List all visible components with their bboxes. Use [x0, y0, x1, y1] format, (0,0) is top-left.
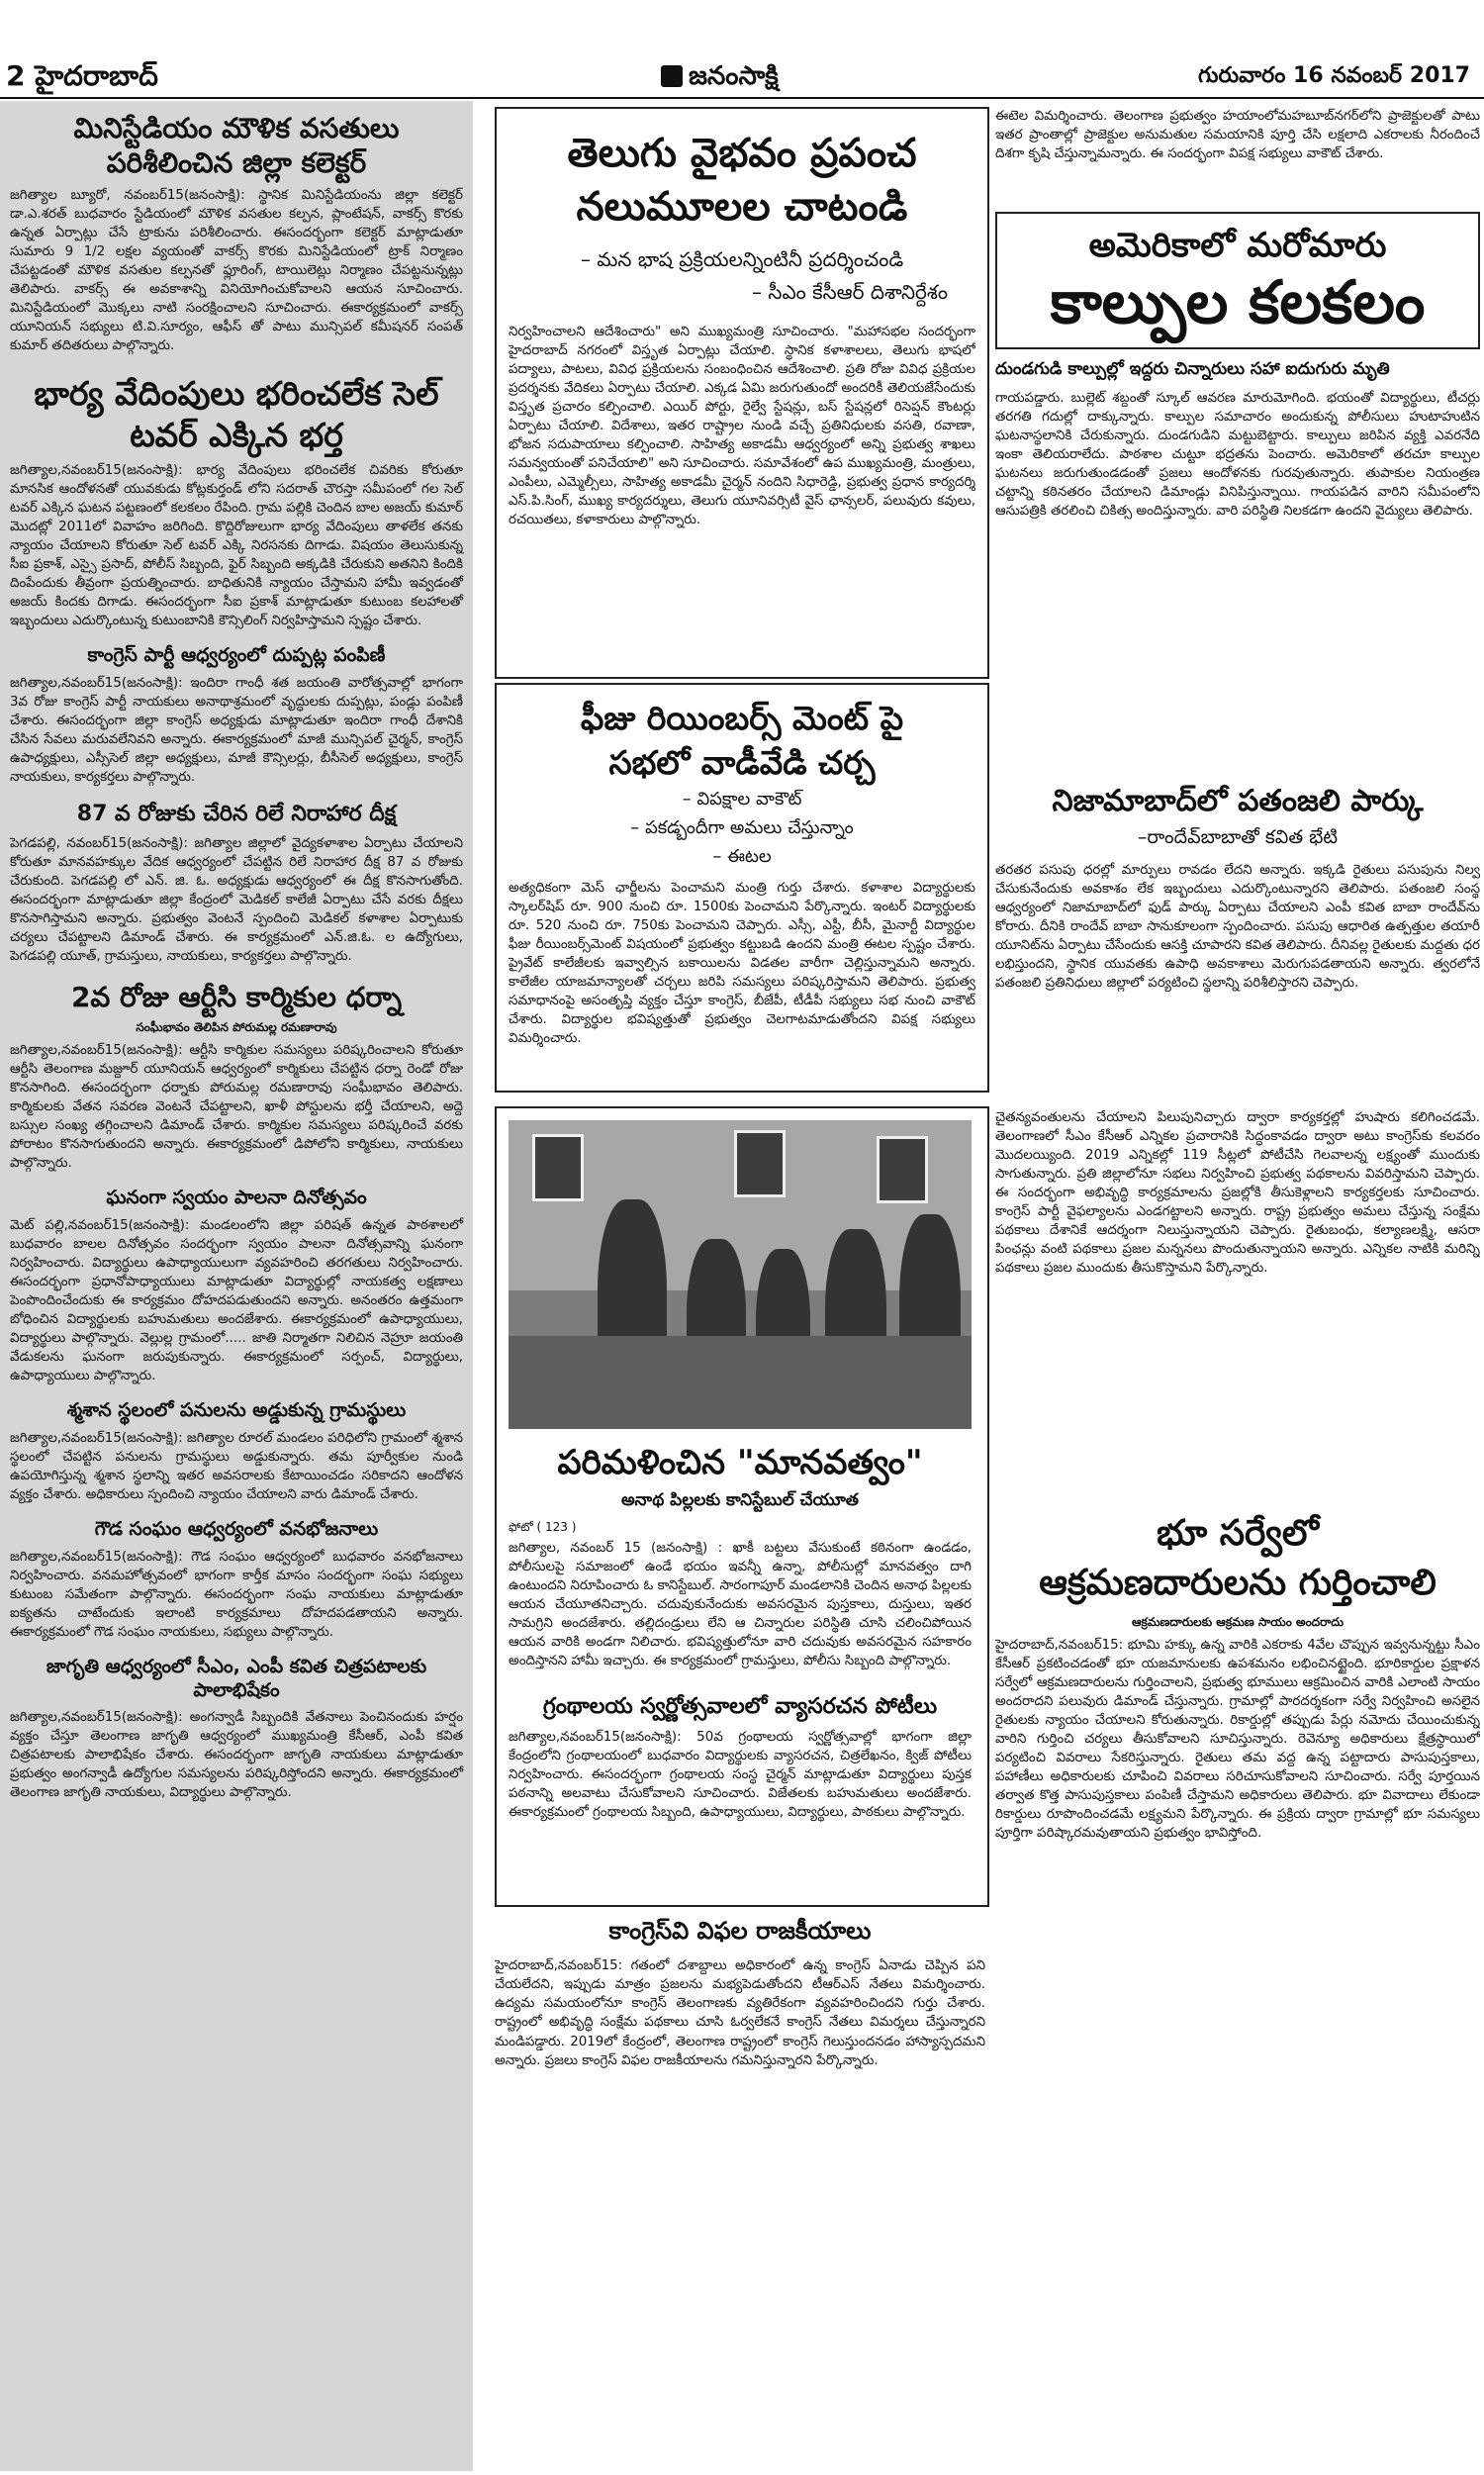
article-subhead: దుండగుడి కాల్పుల్లో ఇద్దరు చిన్నారులు సహా ఐదుగురు మృతి — [995, 358, 1390, 379]
article-text: పెగడపల్లి, నవంబర్15(జనంసాక్షి): జగిత్యాల జిల్లాలో వైద్యకళాశాల ఏర్పాటు చేయాలని కోరుతూ మానవహక్కుల వేదిక ఆధ్వర్యంలో చేపట్టిన రిలే నిరాహార దీక్ష 87 వ రోజుకు చేరుకుంది. పెగడపల్లి లో ఎన్. జి. ఓ. అధ్యక్షుడు ఆధ్వర్యంలో ఈ దీక్ష కొనసాగుతోంది. ఈసందర్భంగా మాట్లాడుతూ జిల్లా కేంద్రంలో మెడికల్ కాలేజీ ఏర్పాటు చేసే వరకు దీక్షలు కొనసాగిస్తామని అన్నారు. ప్రభుత్వం వెంటనే స్పందించి మెడికల్ కళాశాల ఏర్పాటుకు చర్యలు చేపట్టాలని డిమాండ్ చేశారు. ఈ కార్యక్రమంలో ఎన్.జి.ఓ. ల ఉద్యోగులు, పెగడపల్లి యూత్, గ్రామస్తులు, నాయకులు, కార్యకర్తలు పాల్గొన్నారు. — [10, 835, 463, 964]
article-headline — [995, 1509, 1480, 1609]
article-text: తరతర పసుపు ధరల్లో మార్పులు రావడం లేదని అన్నారు. ఇక్కడి రైతులు పసుపును నిల్వ చేసుకునేందుకు అవకాశం లేక ఇబ్బందులు ఎదుర్కొంటున్నారని తెలిపారు. పతంజలి సంస్థ ఆధ్వర్యంలో నిజామాబాద్‌లో ఫుడ్ పార్కు ఏర్పాటు చేయాలని ఎంపీ కవిత బాబా రాందేవ్‌ను కోరారు. దీనికి రాందేవ్ బాబా సానుకూలంగా స్పందించారు. పసుపు ఆధారిత ఉత్పత్తుల తయారీ యూనిట్‌ను ఏర్పాటు చేసేందుకు ఆసక్తి చూపారని కవిత తెలిపారు. దీనివల్ల రైతులకు మద్దతు ధర లభిస్తుందని, స్థానిక యువతకు ఉపాధి అవకాశాలు మెరుగుపడతాయని అన్నారు. త్వరలోనే పతంజలి ప్రతినిధులు జిల్లాలో పర్యటించి స్థలాన్ని పరిశీలిస్తారని చెప్పారు. — [995, 862, 1480, 991]
article-headline — [497, 697, 987, 785]
article-headline: కాల్పుల కలకలం — [1050, 267, 1426, 337]
article-headline: కాంగ్రెస్‌వి విఫల రాజకీయాలు — [608, 1917, 872, 1945]
article-headline: భార్య వేదింపులు భరించలేక సెల్ టవర్ ఎక్కిన భర్త — [34, 374, 439, 454]
photo-floor — [509, 1336, 972, 1429]
congress-article — [495, 1915, 985, 2439]
humanity-article-box — [495, 1106, 989, 1907]
headline-line: నలుమూలల చాటండి — [576, 184, 908, 230]
article-subhead: – పకడ్బందీగా అమలు చేస్తున్నాం — [630, 817, 854, 839]
article-text: జగిత్యాల, నవంబర్ 15 (జనంసాక్షి) : ఖాకీ బట్టలు వేసుకుంటే కఠినంగా ఉండడం, పోలీసులపై సమాజంలో ఉండే భయం ఇవన్నీ ఉన్నా, పోలీసుల్లో మానవత్వం దాగి ఉంటుందని నిరూపించారు ఓ కానిస్టేబుల్. సారంగాపూర్ మండలానికి చెందిన అనాథ పిల్లలకు ఆయన చేయూతనిచ్చారు. చదువుకునేందుకు అవసరమైన పుస్తకాలు, దుస్తులు, ఇతర సామగ్రిని అందజేశారు. తల్లిదండ్రులు లేని ఆ చిన్నారుల పరిస్థితి చూసి చలించిపోయిన ఆయన వారికి అండగా నిలిచారు. భవిష్యత్తులోనూ వారి చదువుకు అవసరమైన సహకారం అందిస్తానని హామీ ఇచ్చారు. ఈ కార్యక్రమంలో గ్రామస్తులు, పోలీసు సిబ్బంది పాల్గొన్నారు. — [509, 1540, 972, 1669]
photo-frame — [532, 1134, 584, 1201]
article-byline: ఆక్రమణదారులకు ఆక్రమణ సాయం అందరాదు — [1131, 1614, 1344, 1629]
article-text: జగిత్యాల,నవంబర్15(జనంసాక్షి): ఆర్టీసి కార్మికుల సమస్యలు పరిష్కరించాలని కోరుతూ ఆర్టీసి తెలంగాణ మజ్దూర్ యూనియన్ ఆధ్వర్యంలో కార్మికులు చేపట్టిన ధర్నా రెండో రోజు కొనసాగింది. ఈసందర్భంగా ధర్నాకు పోరుమల్ల రమణారావు సంఘీభావం తెలిపారు. కార్మికులకు వేతన సవరణ వెంటనే చేపట్టాలని, ఖాళీ పోస్టులను భర్తీ చేయాలని, అద్దె బస్సుల సంఖ్య తగ్గించాలని డిమాండ్ చేశారు. కార్మికుల సమస్యలు పరిష్కరించే వరకు పోరాటం కొనసాగుతుందని అన్నారు. ఈకార్యక్రమంలో డిపోలోని కార్మికులు, నాయకులు పాల్గొన్నారు. — [10, 1042, 463, 1171]
sidebar-article — [0, 644, 473, 787]
article-subhead: – మన భాష ప్రక్రియలన్నింటినీ ప్రదర్శించండి — [580, 247, 904, 271]
article-subhead: అనాథ పిల్లలకు కానిస్టేబుల్ చేయూత — [620, 1489, 860, 1510]
fee-article-box — [495, 683, 989, 1093]
article-kicker: అమెరికాలో మరోమారు — [1088, 226, 1387, 265]
photo-ref: ఫోటో ( 123 ) — [509, 1519, 577, 1534]
article-subhead: –రాందేవ్‌బాబాతో కవిత భేటి — [1137, 825, 1339, 848]
sidebar-article — [0, 373, 473, 630]
sidebar-column — [0, 101, 473, 2471]
headline-line: ఆక్రమణదారులను గుర్తించాలి — [1039, 1563, 1437, 1604]
masthead — [0, 0, 1484, 92]
article-text: స్థానిక మినిస్టేడియంను జిల్లా కలెక్టర్ డా.ఎ.శరత్ బుధవారం స్టేడియంలో మౌళిక వసతుల కల్పన, ప్లాంటేషన్, వాకర్స్ కొరకు ఉన్నత ఏర్పాట్లు చేసే ట్రాకును పరిశీలించారు. ఈసందర్భంగా కలెక్టర్ మాట్లాడుతూ సుమారు 9 1/2 లక్షల వ్యయంతో వాకర్స్ కొరకు మినిస్టేడియంలో ట్రాక్ నిర్మాణం చేపట్టడంతో మౌళిక వసతుల కల్పనతో ఫ్లూరింగ్, టాయిలెట్లు నిర్మాణం చేపట్టనున్నట్లు తెలిపారు. వాకర్స్ ఈ అవకాశాన్ని వినియోగించుకోవాలని ఆయన సూచించారు. మినిస్టేడియంలో మొక్కలు నాటి సంరక్షించాలని సూచించారు. ఈకార్యక్రమంలో వాకర్స్ యూనియన్ సభ్యులు టి.వి.సూర్యం, ఆఫీస్ తో పాటు మున్సిపల్ కమీషనర్ సంపత్ కుమార్ తదితరులు పాల్గొన్నారు. — [10, 188, 463, 354]
patanjali-article — [995, 782, 1480, 1089]
article-text: గాయపడ్డారు. బుల్లెట్ శబ్దంతో స్కూల్ ఆవరణ మారుమోగింది. భయంతో విద్యార్థులు, టీచర్లు తరగతి గదుల్లో దాక్కున్నారు. కాల్పుల సమాచారం అందుకున్న పోలీసులు హుటాహుటిన ఘటనాస్థలానికి చేరుకున్నారు. దుండగుడిని మట్టుబెట్టారు. కాల్పులు జరిపిన వ్యక్తి ఎవరనేది ఇంకా తెలియరాలేదు. పాఠశాల చుట్టూ భద్రతను పెంచారు. అమెరికాలో తరచూ కాల్పుల ఘటనలు జరుగుతుండడంతో ప్రజలు ఆందోళనకు గురవుతున్నారు. తుపాకుల నియంత్రణ చట్టాన్ని కఠినతరం చేయాలని డిమాండ్లు వినిపిస్తున్నాయి. గాయపడిన వారిని సమీపంలోని ఆసుపత్రికి తరలించి చికిత్స అందిస్తున్నారు. వారి పరిస్థితి నిలకడగా ఉందని వైద్యులు తెలిపారు. — [995, 390, 1480, 520]
masthead-rule — [0, 97, 1484, 99]
paper-logo — [661, 61, 779, 97]
article-headline: గౌడ సంఘం ఆధ్వర్యంలో వనభోజనాలు — [94, 1517, 379, 1540]
photo-frame — [734, 1130, 786, 1197]
article-body — [10, 186, 463, 355]
headline-line: సభలో వాడీవేడి చర్చ — [608, 742, 876, 782]
sidebar-article — [0, 1399, 473, 1504]
article-text: జగిత్యాల,నవంబర్15(జనంసాక్షి): అంగన్వాడీ సిబ్బందికి వేతనాలు పెంచినందుకు హర్షం వ్యక్తం చేస్తూ తెలంగాణ జాగృతి ఆధ్వర్యంలో ముఖ్యమంత్రి కేసీఆర్, ఎంపీ కవిత చిత్రపటాలకు పాలాభిషేకం చేశారు. ఈసందర్భంగా జాగృతి నాయకులు మాట్లాడుతూ ప్రభుత్వం అంగన్వాడీ ఉద్యోగుల సమస్యలను పరిష్కరిస్తోందని అన్నారు. ఈకార్యక్రమంలో తెలంగాణ జాగృతి నాయకులు, విద్యార్థులు పాల్గొన్నారు. — [10, 1710, 463, 1801]
telugu-article-box — [495, 107, 989, 679]
america-article — [995, 107, 1480, 770]
sidebar-article — [0, 111, 473, 355]
sidebar-article — [0, 1187, 473, 1385]
article-headline: నిజామాబాద్‌లో పతంజలి పార్కు — [1052, 784, 1424, 818]
article-headline: 2వ రోజు ఆర్టీసి కార్మికుల ధర్నా — [70, 980, 403, 1013]
article-subhead: – ఈటల — [712, 846, 772, 868]
issue-date: గురువారం 16 నవంబర్ 2017 — [1198, 63, 1470, 88]
article-text: జగిత్యాల,నవంబర్15(జనంసాక్షి): గౌడ సంఘం ఆధ్వర్యంలో బుధవారం వనభోజనాలు నిర్వహించారు. వనమహోత్సవంలో భాగంగా కార్తీక మాసం సందర్భంగా సంఘ సభ్యులు కుటుంబ సమేతంగా పాల్గొన్నారు. ఈసందర్భంగా సంఘ నాయకులు మాట్లాడుతూ ఐక్యతను చాటేందుకు ఇలాంటి కార్యక్రమాలు దోహదపడతాయని అన్నారు. ఈకార్యక్రమంలో గౌడ సంఘం నాయకులు, సభ్యులు పాల్గొన్నారు. — [10, 1549, 463, 1640]
article-headline: గ్రంథాలయ స్వర్ణోత్సవాలలో వ్యాసరచన పోటీలు — [542, 1694, 938, 1719]
article-headline: 87 వ రోజుకు చేరిన రిలే నిరాహార దీక్ష — [76, 802, 397, 826]
article-byline: సంఘీభావం తెలిపిన పోరుమల్ల రమణారావు — [136, 1019, 337, 1034]
article-text: చైతన్యవంతులను చేయాలని పిలుపునిచ్చారు ద్వారా కార్యకర్తల్లో హుషారు కలిగించడమే. తెలంగాణలో సీఎం కేసీఆర్ ఎన్నికల ప్రచారానికి సిద్ధంకావడం ద్వారా అటు కాంగ్రెస్‌కు కలవరం మొదలయ్యింది. 2019 ఎన్నికల్లో 119 సీట్లలో పోటీచేసి గెలవాలన్న లక్ష్యంతో ముందుకు సాగుతున్నారు. ప్రతి జిల్లాలోనూ సభలు నిర్వహించి ప్రభుత్వ పథకాలను వివరిస్తామని చెప్పారు. ఈ సందర్భంగా అభివృద్ధి కార్యక్రమాలను ప్రజల్లోకి తీసుకెళ్లాలని కార్యకర్తలకు సూచించారు. కాంగ్రెస్ పార్టీ వైఫల్యాలను ఎండగట్టాలని అన్నారు. రాష్ట్ర ప్రభుత్వం అమలు చేస్తున్న సంక్షేమ పథకాలు దేశానికే ఆదర్శంగా నిలుస్తున్నాయని చెప్పారు. రైతుబంధు, కల్యాణలక్ష్మి, ఆసరా పింఛన్లు వంటి పథకాలు ప్రజల మన్ననలు పొందుతున్నాయని అన్నారు. ఎన్నికల నాటికి మరిన్ని పథకాలు ప్రజల ముందుకు తీసుకొస్తామని పేర్కొన్నారు. — [995, 1110, 1480, 1277]
article-subhead: – విపక్షాల వాకౌట్ — [682, 789, 802, 810]
article-text: అత్యధికంగా మెస్ ఛార్జీలను పెంచామని మంత్రి గుర్తు చేశారు. కళాశాల విద్యార్థులకు స్కాలర్‌షిప్ రూ. 900 నుంచి రూ. 1500కు పెంచామని పేర్కొన్నారు. ఇంటర్ విద్యార్థులకు రూ. 520 నుంచి రూ. 750కు పెంచామని చెప్పారు. ఎస్సీ, ఎస్టీ, బీసీ, మైనార్టీ విద్యార్థుల ఫీజు రీయింబర్స్‌మెంట్ విషయంలో ప్రభుత్వం కట్టుబడి ఉందని మంత్రి ఈటల స్పష్టం చేశారు. ప్రైవేట్ కాలేజీలకు ఇవ్వాల్సిన బకాయిలను విడతల వారీగా చెల్లిస్తున్నామని అన్నారు. కాలేజీల యాజమాన్యాలతో చర్చలు జరిపి సమస్యలు పరిష్కరిస్తామని తెలిపారు. ప్రభుత్వ సమాధానంపై అసంతృప్తి వ్యక్తం చేస్తూ కాంగ్రెస్, బీజేపీ, టీడీపీ సభ్యులు సభ నుంచి వాకౌట్ చేశారు. విద్యార్థుల భవిష్యత్తుతో ప్రభుత్వం చెలగాటమాడుతోందని విపక్ష సభ్యులు విమర్శించారు. — [509, 881, 975, 1047]
sidebar-article — [0, 980, 473, 1173]
land-survey-article — [995, 1509, 1480, 2449]
article-headline: మినిస్టేడియం మౌళిక వసతులు పరిశీలించిన జిల్లా కలెక్టర్ — [73, 112, 400, 179]
sidebar-article — [0, 1656, 473, 1803]
article-headline: కాంగ్రెస్ పార్టీ ఆధ్వర్యంలో దుప్పట్ల పంపిణీ — [87, 644, 386, 667]
paper-name: జనంసాక్షి — [689, 61, 779, 91]
article-text: జగిత్యాల,నవంబర్15(జనంసాక్షి): జగిత్యాల రూరల్ మండలం పరిధిలోని గ్రామంలో శ్మశాన స్థలంలో చేపట్టిన పనులను గ్రామస్థులు అడ్డుకున్నారు. తమ పూర్వీకుల నుండి ఉపయోగిస్తున్న శ్మశాన స్థలాన్ని ఇతర అవసరాలకు కేటాయించడం సరికాదని ఆందోళన వ్యక్తం చేశారు. అధికారులు స్పందించి న్యాయం చేయాలని వారు డిమాండ్ చేశారు. — [10, 1430, 463, 1502]
page-label: 2 హైదరాబాద్ — [6, 59, 158, 92]
article-headline — [497, 127, 987, 234]
article-text: మెట్ పల్లి,నవంబర్15(జనంసాక్షి): మండలంలోని జిల్లా పరిషత్ ఉన్నత పాఠశాలలో బుధవారం బాలల దినోత్సవం సందర్భంగా స్వయం పాలనా దినోత్సవాన్ని ఘనంగా నిర్వహించారు. విద్యార్థులు ఉపాధ్యాయులుగా వ్యవహరించి తరగతులు నిర్వహించారు. ఈసందర్భంగా ప్రధానోపాధ్యాయులు మాట్లాడుతూ విద్యార్థుల్లో నాయకత్వ లక్షణాలు పెంపొందించేందుకు ఈ కార్యక్రమం దోహదపడుతుందని అన్నారు. అనంతరం ఉత్తమంగా బోధించిన విద్యార్థులకు బహుమతులు అందజేశారు. ఈకార్యక్రమంలో ఉపాధ్యాయులు, విద్యార్థులు పాల్గొన్నారు. వెల్లుల్ల గ్రామంలో..... జాతి నిర్మాతగా నిలిచిన నెహ్రూ జయంతి వేడుకలను ఘనంగా జరుపుకున్నారు. ఈకార్యక్రమంలో సర్పంచ్, విద్యార్థులు, ఉపాధ్యాయులు పాల్గొన్నారు. — [10, 1217, 463, 1383]
headline-line: ఫీజు రియింబర్స్ మెంట్ పై — [580, 699, 904, 737]
article-text: నిర్వహించాలని ఆదేశించారు" అని ముఖ్యమంత్రి సూచించారు. "మహాసభల సందర్భంగా హైదరాబాద్ నగరంలో విస్తృత ఏర్పాట్లు చేయాలి. స్థానిక కళాశాలలు, తెలుగు భాషలో పద్యాలు, పాటలు, వివిధ ప్రక్రియలను సంబంధించిన ఆదేశించాలి. ప్రతి రోజు వివిధ ప్రక్రియల ప్రదర్శనకు వేదికలు ఏర్పాటు చేయాలి. ఎక్కడ ఏమి జరుగుతుందో అందరికీ తెలియజేసేందుకు విస్తృత ప్రచారం కల్పించాలి. ఎయిర్ పోర్టు, రైల్వే స్టేషన్లు, బస్ స్టేషన్లలో రిసెప్షన్ కౌంటర్లు ఏర్పాటు చేయాలి. విదేశాలు, ఇతర రాష్ట్రాల నుండి వచ్చే ప్రతినిధులకు వసతి, రవాణా, భోజన సదుపాయాలు కల్పించాలి. సాహిత్య అకాడమీ ఆధ్వర్యంలో అన్ని ప్రభుత్వ శాఖలు సమన్వయంతో పనిచేయాలి" అని సూచించారు. సమావేశంలో ఉప ముఖ్యమంత్రి, మంత్రులు, ఎంపీలు, ఎమ్మెల్సీలు, సాహిత్య అకాడమీ చైర్మన్ నందిని సిధారెడ్డి, ప్రభుత్వ ప్రధాన కార్యదర్శి ఎస్.పి.సింగ్, ముఖ్య కార్యదర్శులు, తెలుగు యూనివర్సిటీ వైస్ ఛాన్సలర్, పలువురు కవులు, రచయితలు, కళాకారులు పాల్గొన్నారు. — [509, 325, 975, 528]
article-text: ఈటెల విమర్శించారు. తెలంగాణ ప్రభుత్వం హయాంలోమహబూబ్‌నగర్‌లోని ప్రాజెక్టులతో పాటు ఇతర ప్రాంతాల్లో ప్రాజెక్టుల అనుమతుల సమయానికి పూర్తి చేసి లక్షలాది ఎకరాలకు నీరందించే దిశగా కృషి చేస్తున్నామన్నారు. ఈ సందర్భంగా విపక్ష సభ్యులు వాకౌట్ చేశారు. — [995, 109, 1480, 162]
article-text: హైదరాబాద్,నవంబర్15: గతంలో దశాబ్దాలు అధికారంలో ఉన్న కాంగ్రెస్ ఏనాడు చెప్పిన పని చేయలేదని, ఇప్పుడు మాత్రం ప్రజలను మభ్యపెడుతోందని టీఆర్ఎస్ నేతలు విమర్శించారు. ఉద్యమ సమయంలోనూ కాంగ్రెస్ తెలంగాణకు వ్యతిరేకంగా వ్యవహరించిందని గుర్తు చేశారు. రాష్ట్రంలో అభివృద్ధి సంక్షేమ పథకాలు చూసి ఓర్వలేకనే కాంగ్రెస్ నేతలు విమర్శలు చేస్తున్నారని మండిపడ్డారు. 2019లో కేంద్రంలో, తెలంగాణ రాష్ట్రంలో కాంగ్రెస్ గెలుస్తుందనడం హాస్యాస్పదమని అన్నారు. ప్రజలు కాంగ్రెస్ విఫల రాజకీయాలను గమనిస్తున్నారని పేర్కొన్నారు. — [495, 1958, 985, 2068]
article-headline: శ్మశాన స్థలంలో పనులను అడ్డుకున్న గ్రామస్థులు — [66, 1398, 407, 1421]
article-byline: జగిత్యాల బ్యూరో, నవంబర్15(జనంసాక్షి): — [10, 188, 245, 203]
article-headline: పరిమళించిన "మానవత్వం" — [557, 1443, 923, 1482]
ktr-campaign-article — [995, 1108, 1480, 1499]
headline-line: తెలుగు వైభవం ప్రపంచ — [567, 131, 917, 176]
america-headline-box — [995, 212, 1480, 349]
article-text: జగిత్యాల,నవంబర్15(జనంసాక్షి): 50వ గ్రంథాలయ స్వర్ణోత్సవాల్లో భాగంగా జిల్లా కేంద్రంలోని గ్రంథాలయంలో బుధవారం విద్యార్థులకు వ్యాసరచన, చిత్రలేఖనం, క్విజ్ పోటీలు నిర్వహించారు. ఈసందర్భంగా గ్రంథాలయ సంస్థ చైర్మన్ మాట్లాడుతూ విద్యార్థులు పుస్తక పఠనాన్ని అలవాటు చేసుకోవాలని సూచించారు. విజేతలకు బహుమతులు అందజేశారు. ఈకార్యక్రమంలో గ్రంథాలయ సిబ్బంది, ఉపాధ్యాయులు, విద్యార్థులు, పాఠకులు పాల్గొన్నారు. — [509, 1729, 972, 1820]
article-text: జగిత్యాల,నవంబర్15(జనంసాక్షి): భార్య వేదింపులు భరించలేక చివరికు కోరుతూ మానసిక ఆందోళనతో యువకుడు కోట్లకుర్తండ్ లోని సదరాత్ చౌరస్తా సమీపంలో గల సెల్ టవర్ ఎక్కిన ఘటన పట్టణంలో కలకలం రేపింది. గ్రామ పల్లికి చెందిన బాల అజయ్ కుమార్ మొదట్లో 2011లో వివాహం జరిగింది. కొద్దిరోజులుగా భార్య వేదింపులు తాళలేక తనకు న్యాయం చేయాలని కోరుతూ సెల్ టవర్ ఎక్కి నిరసనకు దిగాడు. విషయం తెలుసుకున్న సీఐ ప్రకాశ్, ఎస్సై ప్రసాద్, పోలీస్ సిబ్బంది, ఫైర్ సిబ్బంది అక్కడికి చేరుకుని అతనిని కిందికి దింపేందుకు తీవ్రంగా ప్రయత్నించారు. బాధితునికి న్యాయం చేస్తామని హామీ ఇవ్వడంతో అజయ్ కిందకు దిగాడు. ఈసందర్భంగా సీఐ ప్రకాశ్ మాట్లాడుతూ కుటుంబ కలహాలతో ఇబ్బందులు ఎదుర్కొంటున్న కుటుంబానికి కౌన్సిలింగ్ నిర్వహిస్తామని స్పష్టం చేశారు. — [10, 462, 463, 629]
article-text: జగిత్యాల,నవంబర్15(జనంసాక్షి): ఇందిరా గాంధీ శత జయంతి వారోత్సవాల్లో భాగంగా 3వ రోజు కాంగ్రెస్ పార్టీ నాయకులు అనాథాశ్రమంలో వృద్ధులకు దుప్పట్లు, పండ్లు పంపిణీ చేశారు. ఈసందర్భంగా జిల్లా కాంగ్రెస్ అధ్యక్షుడు మాట్లాడుతూ ఇందిరా గాంధీ దేశానికి చేసిన సేవలు మరువలేనివని అన్నారు. ఈకార్యక్రమంలో మాజీ మున్సిపల్ చైర్మన్, కాంగ్రెస్ ఉపాధ్యక్షులు, ఎస్సీసెల్ జిల్లా అధ్యక్షులు, మాజీ కౌన్సిలర్లు, బీసీసెల్ అధ్యక్షులు, కాంగ్రెస్ నాయకులు, కార్యకర్తలు పాల్గొన్నారు. — [10, 675, 463, 785]
article-text: హైదరాబాద్,నవంబర్15: భూమి హక్కు ఉన్న వారికి ఎకరాకు 4వేల చొప్పున ఇవ్వనున్నట్టు సీఎం కేసీఆర్ ప్రకటించడంతో భూ యజమానులకు ఉపశమనం లభించినట్టైంది. భూరికార్డుల ప్రక్షాళన సర్వేలో ఆక్రమణదారులను గుర్తించాలని, ప్రభుత్వ భూములు ఆక్రమించిన వారికి ఎలాంటి సాయం అందరాదని పలువురు డిమాండ్ చేస్తున్నారు. గ్రామాల్లో పారదర్శకంగా సర్వే నిర్వహించి అసలైన రైతులకు న్యాయం చేయాలని కోరుతున్నారు. రికార్డుల్లో తప్పుడు పేర్లు నమోదు చేయించుకున్న వారిని గుర్తించి చర్యలు తీసుకోవాలని సూచిస్తున్నారు. రెవెన్యూ అధికారులు క్షేత్రస్థాయిలో పర్యటించి వివరాలు సేకరిస్తున్నారు. రైతులు తమ వద్ద ఉన్న పట్టాదారు పాసుపుస్తకాలు, పహాణీలు అధికారులకు చూపించి వివరాలు సరిచూసుకోవాలని సూచించారు. సర్వే పూర్తయిన తర్వాత కొత్త పాసుపుస్తకాలు పంపిణీ చేస్తామని అధికారులు తెలిపారు. భూ వివాదాలు లేకుండా రికార్డులు రూపొందించడమే లక్ష్యమని పేర్కొన్నారు. ఈ ప్రక్రియ ద్వారా గ్రామాల్లో భూ సమస్యలు పూర్తిగా పరిష్కారమవుతాయని ప్రభుత్వం భావిస్తోంది. — [995, 1637, 1480, 1842]
logo-icon — [661, 65, 683, 87]
photo-frame — [877, 1136, 928, 1203]
sidebar-article — [0, 1518, 473, 1642]
article-headline: ఘనంగా స్వయం పాలనా దినోత్సవం — [106, 1186, 367, 1208]
news-photo — [509, 1120, 972, 1429]
article-subhead: – సీఎం కేసీఆర్ దిశానిర్దేశం — [752, 280, 948, 304]
sidebar-article — [0, 801, 473, 966]
headline-line: భూ సర్వేలో — [1157, 1513, 1319, 1554]
article-headline: జాగృతి ఆధ్వర్యంలో సీఎం, ఎంపీ కవిత చిత్రపటాలకు పాలాభిషేకం — [46, 1655, 427, 1701]
